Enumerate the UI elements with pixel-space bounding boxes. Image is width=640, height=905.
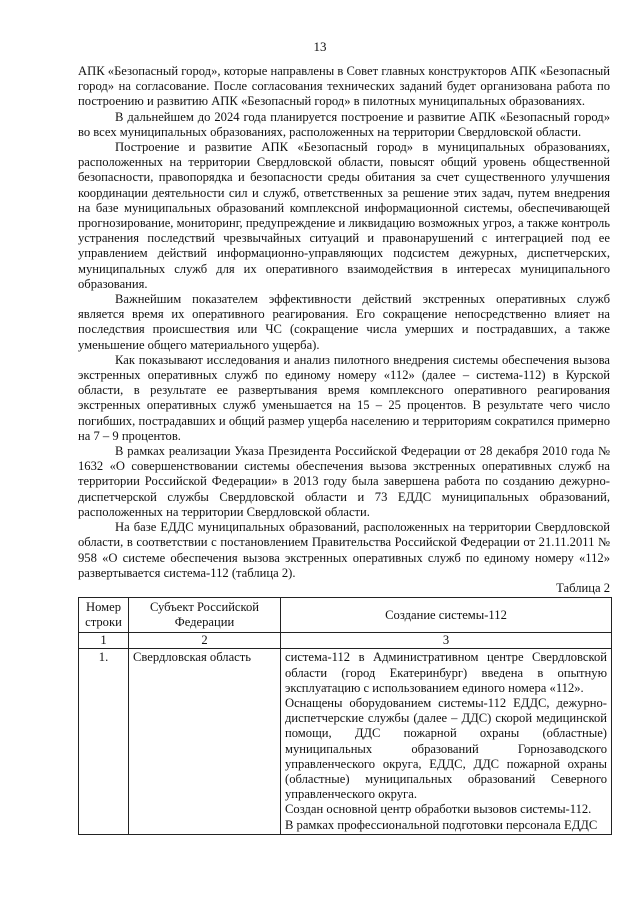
table-caption: Таблица 2 <box>556 580 610 595</box>
body-text <box>78 64 610 835</box>
description-line: Оснащены оборудованием системы-112 ЕДДС, дежурно-диспетчерские службы (далее – ДДС) скорой медицинской помощи, ДДС пожарной охраны (областные) муниципальных образований Горнозаводского управленческого округа, ЕДДС, ДДС пожарной охраны (областные) муниципальных образований Северного управленческого округа. <box>285 695 607 802</box>
row-description <box>281 649 612 834</box>
column-number: 3 <box>281 633 612 649</box>
header-row-number: Номер строки <box>79 598 129 633</box>
paragraph: В рамках реализации Указа Президента Российской Федерации от 28 декабря 2010 года № 1632 «О совершенствовании системы обеспечения вызова экстренных оперативных служб на территории Российской Федерации» в 2013 году была завершена работа по созданию дежурно-диспетчерской службы Свердловской области и 73 ЕДДС муниципальных образований, расположенных на территории Свердловской области. <box>78 444 610 519</box>
description-line: Создан основной центр обработки вызовов системы-112. <box>285 802 592 817</box>
column-number: 1 <box>79 633 129 649</box>
paragraph: Как показывают исследования и анализ пилотного внедрения системы обеспечения вызова экстренных оперативных служб по единому номеру «112» (далее – система-112) в Курской области, в результате ее развертывания время комплексного оперативного реагирования экстренных оперативных служб уменьшается на 15 – 25 процентов. В результате чего число погибших, пострадавших и общий размер ущерба населению и территориям сократился примерно на 7 – 9 процентов. <box>78 352 610 443</box>
table-row <box>79 649 612 834</box>
header-subject: Субъект Российской Федерации <box>129 598 281 633</box>
paragraph: АПК «Безопасный город», которые направлены в Совет главных конструкторов АПК «Безопасный город» на согласование. После согласования технических заданий будет организована работа по построению и развитию АПК «Безопасный город» в пилотных муниципальных образованиях. <box>78 64 610 109</box>
column-number-row <box>79 633 612 649</box>
paragraph: Важнейшим показателем эффективности действий экстренных оперативных служб является время их оперативного реагирования. Его сокращение непосредственно влияет на последствия происшествия или ЧС (сокращение числа умерших и пострадавших, а также уменьшение общего материального ущерба). <box>78 292 610 352</box>
description-line: В рамках профессиональной подготовки персонала ЕДДС <box>285 817 598 832</box>
row-subject: Свердловская область <box>129 649 281 834</box>
header-system-112: Создание системы-112 <box>281 598 612 633</box>
table-header-row <box>79 598 612 633</box>
data-table <box>78 597 612 835</box>
row-number: 1. <box>79 649 129 834</box>
paragraph: На базе ЕДДС муниципальных образований, расположенных на территории Свердловской области, в соответствии с постановлением Правительства Российской Федерации от 21.11.2011 № 958 «О системе обеспечения вызова экстренных оперативных служб по единому номеру «112» развертывается система-112 (таблица 2). <box>78 520 610 580</box>
paragraph: Построение и развитие АПК «Безопасный город» в муниципальных образованиях, расположенных на территории Свердловской области, повысят общий уровень общественной безопасности, правопорядка и безопасности среды обитания за счет существенного улучшения координации деятельности сил и служб, ответственных за решение этих задач, путем внедрения на базе муниципальных образований комплексной информационной системы, обеспечивающей прогнозирование, мониторинг, предупреждение и ликвидацию возможных угроз, а также контроль устранения последствий чрезвычайных ситуаций и правонарушений с интеграцией под ее управлением действий информационно-управляющих подсистем дежурных, диспетчерских, муниципальных служб для их оперативного взаимодействия в интересах муниципального образования. <box>78 140 610 291</box>
page-number: 13 <box>313 39 327 54</box>
paragraph: В дальнейшем до 2024 года планируется построение и развитие АПК «Безопасный город» во всех муниципальных образованиях, расположенных на территории Свердловской области. <box>78 109 610 139</box>
column-number: 2 <box>129 633 281 649</box>
description-line: система-112 в Административном центре Свердловской области (город Екатеринбург) введена в опытную эксплуатацию с использованием единого номера «112». <box>285 650 607 695</box>
